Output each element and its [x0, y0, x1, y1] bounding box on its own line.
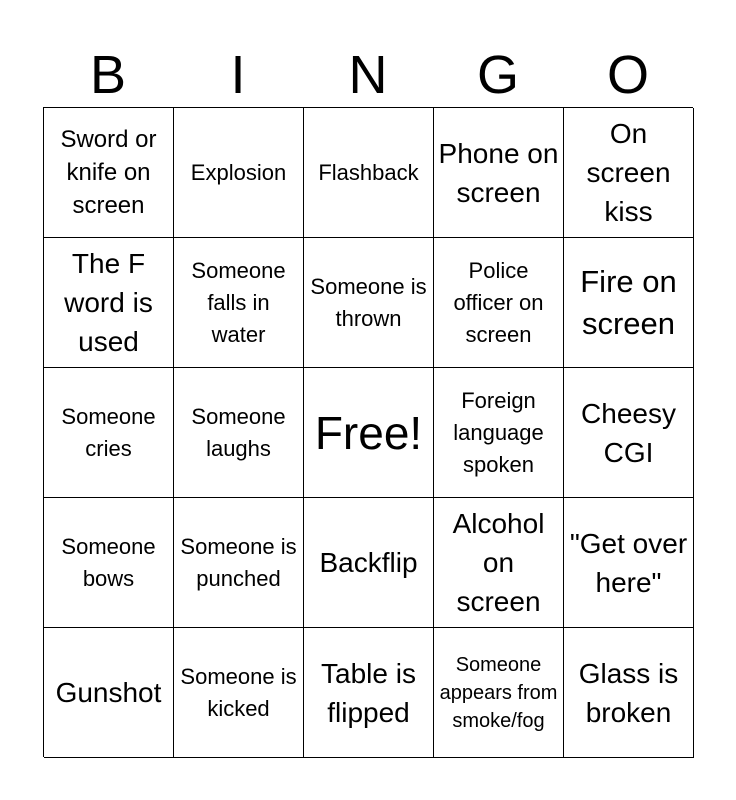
bingo-board	[43, 107, 693, 757]
cell-text: The F word is used	[64, 248, 153, 357]
cell-text: Sword or knife on screen	[60, 126, 157, 219]
cell-text: Someone is thrown	[310, 273, 427, 331]
bingo-cell[interactable]	[174, 108, 304, 238]
header-letter-i: I	[230, 45, 246, 105]
cell-text: Table is flipped	[321, 657, 416, 728]
cell-text: Someone bows	[61, 533, 156, 591]
bingo-cell[interactable]	[434, 238, 564, 368]
bingo-cell[interactable]	[174, 368, 304, 498]
bingo-cell[interactable]	[174, 628, 304, 758]
header-letter-o: O	[606, 45, 649, 105]
cell-text: Cheesy CGI	[581, 397, 676, 468]
cell-text: Someone falls in water	[191, 257, 286, 347]
header-letter-g: G	[476, 45, 519, 105]
header-letter-n: N	[348, 45, 388, 105]
cell-text: Someone appears from smoke/fog	[439, 653, 558, 732]
cell-text: Phone on screen	[438, 137, 559, 208]
bingo-cell[interactable]	[564, 498, 694, 628]
cell-text: Fire on screen	[580, 263, 677, 341]
cell-text: Flashback	[318, 159, 419, 185]
bingo-cell[interactable]	[44, 498, 174, 628]
bingo-cell[interactable]	[304, 628, 434, 758]
cell-text: Someone cries	[61, 403, 156, 461]
cell-text: Police officer on screen	[453, 257, 544, 347]
bingo-cell[interactable]	[434, 498, 564, 628]
cell-text: Someone is kicked	[180, 663, 297, 721]
bingo-cell[interactable]	[564, 108, 694, 238]
cell-text: On screen kiss	[586, 118, 671, 227]
cell-text: "Get over here"	[569, 527, 688, 598]
cell-text: Alcohol on screen	[452, 508, 545, 617]
bingo-cell[interactable]	[564, 368, 694, 498]
bingo-cell[interactable]	[174, 238, 304, 368]
header-letter-b: B	[89, 45, 127, 105]
bingo-cell[interactable]	[304, 108, 434, 238]
cell-text: Glass is broken	[578, 657, 679, 728]
bingo-cell-free[interactable]	[304, 368, 434, 498]
cell-text: Backflip	[319, 547, 418, 578]
bingo-cell[interactable]	[304, 498, 434, 628]
bingo-cell[interactable]	[44, 238, 174, 368]
bingo-cell[interactable]	[44, 628, 174, 758]
bingo-cell[interactable]	[44, 368, 174, 498]
cell-text: Free!	[314, 406, 423, 459]
bingo-cell[interactable]	[564, 238, 694, 368]
bingo-cell[interactable]	[434, 108, 564, 238]
bingo-header	[43, 44, 693, 106]
cell-text: Foreign language spoken	[453, 387, 544, 477]
cell-text: Explosion	[190, 159, 287, 185]
bingo-cell[interactable]	[44, 108, 174, 238]
cell-text: Someone laughs	[191, 403, 286, 461]
bingo-cell[interactable]	[434, 368, 564, 498]
bingo-cell[interactable]	[564, 628, 694, 758]
bingo-cell[interactable]	[304, 238, 434, 368]
cell-text: Someone is punched	[180, 533, 297, 591]
bingo-cell[interactable]	[174, 498, 304, 628]
bingo-cell[interactable]	[434, 628, 564, 758]
cell-text: Gunshot	[55, 677, 162, 708]
